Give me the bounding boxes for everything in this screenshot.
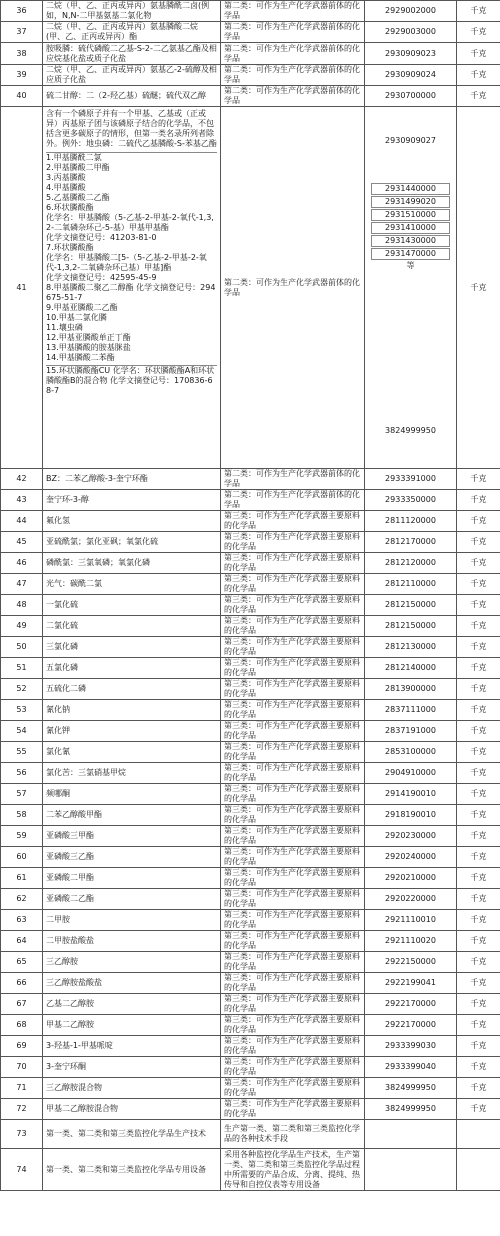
name-cell: BZ：二苯乙醇酸-3-奎宁环酯 xyxy=(43,469,221,490)
last-code: 3824999950 xyxy=(385,426,436,435)
subitem: 4.甲基膦酸 xyxy=(46,183,86,192)
code-cell: 2920230000 xyxy=(365,826,457,847)
unit-cell: 千克 xyxy=(457,616,500,637)
table-row xyxy=(1,847,500,868)
code-cell: 2929003000 xyxy=(365,22,457,43)
table-row xyxy=(1,574,500,595)
name-cell: 二氯化硫 xyxy=(43,616,221,637)
unit-cell: 千克 xyxy=(457,1036,500,1057)
unit-cell: 千克 xyxy=(457,574,500,595)
unit-cell: 千克 xyxy=(457,1,500,22)
row-number: 51 xyxy=(1,658,43,679)
category-cell: 第三类：可作为生产化学武器主要原料的化学品 xyxy=(221,889,365,910)
row-number: 73 xyxy=(1,1120,43,1149)
table-row xyxy=(1,469,500,490)
category-cell: 第三类：可作为生产化学武器主要原料的化学品 xyxy=(221,805,365,826)
row-number: 58 xyxy=(1,805,43,826)
category-cell: 第三类：可作为生产化学武器主要原料的化学品 xyxy=(221,1078,365,1099)
category-cell: 第二类：可作为生产化学武器前体的化学品 xyxy=(221,490,365,511)
row-number: 55 xyxy=(1,742,43,763)
name-cell: 甲基二乙醇胺 xyxy=(43,1015,221,1036)
table-row xyxy=(1,952,500,973)
table-row xyxy=(1,1,500,22)
unit-cell: 千克 xyxy=(457,679,500,700)
category-cell: 第三类：可作为生产化学武器主要原料的化学品 xyxy=(221,637,365,658)
unit-cell: 千克 xyxy=(457,469,500,490)
row-number: 49 xyxy=(1,616,43,637)
row-number: 65 xyxy=(1,952,43,973)
subitem: 14.甲基膦酸二苯酯 xyxy=(46,353,115,362)
category-cell: 第二类：可作为生产化学武器前体的化学品 xyxy=(221,22,365,43)
row-number: 42 xyxy=(1,469,43,490)
name-cell: 3-羟基-1-甲基哌啶 xyxy=(43,1036,221,1057)
name-cell: 亚磷酸二乙酯 xyxy=(43,889,221,910)
name-cell: 五硫化二磷 xyxy=(43,679,221,700)
row-number: 60 xyxy=(1,847,43,868)
name-cell: 硫二甘醇：二（2-羟乙基）硫醚；硫代双乙醇 xyxy=(43,86,221,107)
table-row xyxy=(1,107,500,469)
row-number: 68 xyxy=(1,1015,43,1036)
spacer xyxy=(365,271,456,425)
table-row xyxy=(1,826,500,847)
code-cell: 2933399040 xyxy=(365,1057,457,1078)
table-row xyxy=(1,805,500,826)
subitem: 5.乙基膦酸二乙酯 xyxy=(46,193,110,202)
code-cell: 2853100000 xyxy=(365,742,457,763)
table-row xyxy=(1,490,500,511)
name-cell: 乙基二乙醇胺 xyxy=(43,994,221,1015)
name-cell: 二甲胺盐酸盐 xyxy=(43,931,221,952)
subitem: 12.甲基亚膦酸单正丁酯 xyxy=(46,333,131,342)
subitem: 化学文摘登记号：42595-45-9 xyxy=(46,273,157,282)
unit-cell: 千克 xyxy=(457,700,500,721)
name-cell: 三乙醇胺混合物 xyxy=(43,1078,221,1099)
row-number: 63 xyxy=(1,910,43,931)
name-cell: 氯化苦：三氯硝基甲烷 xyxy=(43,763,221,784)
category-cell: 第三类：可作为生产化学武器主要原料的化学品 xyxy=(221,742,365,763)
unit-cell: 千克 xyxy=(457,742,500,763)
unit-cell: 千克 xyxy=(457,763,500,784)
subitem: 10.甲基二氯化膦 xyxy=(46,313,107,322)
unit-cell: 千克 xyxy=(457,490,500,511)
table-row xyxy=(1,595,500,616)
item-code: 2931470000 xyxy=(371,248,450,260)
code-cell: 2812150000 xyxy=(365,616,457,637)
unit-cell xyxy=(457,1120,500,1149)
category-cell: 第二类：可作为生产化学武器前体的化学品 xyxy=(221,107,365,469)
unit-cell: 千克 xyxy=(457,910,500,931)
table-row xyxy=(1,637,500,658)
code-cell: 2812130000 xyxy=(365,637,457,658)
table-row xyxy=(1,532,500,553)
unit-cell: 千克 xyxy=(457,553,500,574)
name-cell: 氰化钠 xyxy=(43,700,221,721)
code-cell: 2813900000 xyxy=(365,679,457,700)
subitem: 11.壤虫磷 xyxy=(46,323,83,332)
code-cell: 2920240000 xyxy=(365,847,457,868)
subitem: 1.甲基膦酰二氯 xyxy=(46,153,102,162)
row-number: 62 xyxy=(1,889,43,910)
row-number: 39 xyxy=(1,65,43,86)
subitem-list xyxy=(46,152,217,363)
category-cell: 第三类：可作为生产化学武器主要原料的化学品 xyxy=(221,553,365,574)
unit-cell: 千克 xyxy=(457,65,500,86)
unit-cell: 千克 xyxy=(457,1057,500,1078)
code-cell: 2812110000 xyxy=(365,574,457,595)
table-row xyxy=(1,1036,500,1057)
code-cell: 2922150000 xyxy=(365,952,457,973)
category-cell: 第三类：可作为生产化学武器主要原料的化学品 xyxy=(221,952,365,973)
item-code: 2931499020 xyxy=(371,196,450,208)
unit-cell: 千克 xyxy=(457,784,500,805)
unit-cell: 千克 xyxy=(457,805,500,826)
row-number: 40 xyxy=(1,86,43,107)
name-cell: 亚磷酸三乙酯 xyxy=(43,847,221,868)
name-cell: 二烷（甲、乙、正丙或异丙）氨基膦酰二卤(例如，N,N-二甲基氨基二氯化物 xyxy=(43,1,221,22)
item-code: 2931430000 xyxy=(371,235,450,247)
unit-cell: 千克 xyxy=(457,931,500,952)
category-cell: 第三类：可作为生产化学武器主要原料的化学品 xyxy=(221,994,365,1015)
code-cell: 2933391000 xyxy=(365,469,457,490)
table-row xyxy=(1,868,500,889)
code-cell: 2812150000 xyxy=(365,595,457,616)
name-cell: 第一类、第二类和第三类监控化学品专用设备 xyxy=(43,1149,221,1191)
category-cell: 第三类：可作为生产化学武器主要原料的化学品 xyxy=(221,532,365,553)
code-cell: 2930700000 xyxy=(365,86,457,107)
category-cell: 第三类：可作为生产化学武器主要原料的化学品 xyxy=(221,784,365,805)
subitem: 9.甲基亚膦酸二乙酯 xyxy=(46,303,118,312)
row-number: 45 xyxy=(1,532,43,553)
table-row xyxy=(1,889,500,910)
code-cell: 2921110010 xyxy=(365,910,457,931)
unit-cell: 千克 xyxy=(457,511,500,532)
unit-cell: 千克 xyxy=(457,826,500,847)
row-number: 54 xyxy=(1,721,43,742)
subitem: 6.环状膦酸酯 xyxy=(46,203,94,212)
row-number: 67 xyxy=(1,994,43,1015)
category-cell: 第三类：可作为生产化学武器主要原料的化学品 xyxy=(221,826,365,847)
table-row xyxy=(1,22,500,43)
table-row xyxy=(1,658,500,679)
row-number: 46 xyxy=(1,553,43,574)
row-number: 50 xyxy=(1,637,43,658)
code-cell: 2812120000 xyxy=(365,553,457,574)
unit-cell: 千克 xyxy=(457,889,500,910)
code-cell: 2921110020 xyxy=(365,931,457,952)
table-row xyxy=(1,1015,500,1036)
table-row xyxy=(1,1120,500,1149)
table-row xyxy=(1,511,500,532)
unit-cell: 千克 xyxy=(457,721,500,742)
name-cell: 亚磷酸三甲酯 xyxy=(43,826,221,847)
code-cell: 2904910000 xyxy=(365,763,457,784)
subitem: 8.甲基膦酸二聚乙二醇酯 化学文摘登记号：294675-51-7 xyxy=(46,283,216,302)
code-cell: 2920210000 xyxy=(365,868,457,889)
code-cell: 2837111000 xyxy=(365,700,457,721)
category-cell: 第三类：可作为生产化学武器主要原料的化学品 xyxy=(221,931,365,952)
unit-cell: 千克 xyxy=(457,22,500,43)
category-cell: 第三类：可作为生产化学武器主要原料的化学品 xyxy=(221,679,365,700)
table-row xyxy=(1,1057,500,1078)
row-number: 70 xyxy=(1,1057,43,1078)
code-cell: 2918190010 xyxy=(365,805,457,826)
category-cell: 采用各种监控化学品生产技术，生产第一类、第二类和第三类监控化学品过程中所需要的产品合成、分离、提纯、热传导和自控仪表等专用设备 xyxy=(221,1149,365,1191)
name-cell xyxy=(43,107,221,469)
name-cell: 三乙醇胺盐酸盐 xyxy=(43,973,221,994)
code-cell: 2837191000 xyxy=(365,721,457,742)
table-row xyxy=(1,86,500,107)
table-row xyxy=(1,43,500,65)
unit-cell: 千克 xyxy=(457,595,500,616)
code-cell: 3824999950 xyxy=(365,1099,457,1120)
table-row xyxy=(1,65,500,86)
unit-cell: 千克 xyxy=(457,43,500,65)
subitem-last: 15.环状膦酸酯CU 化学名：环状膦酸酯A和环状膦酸酯B的混合物 化学文摘登记号：170836-68-7 xyxy=(46,365,217,396)
category-cell: 第三类：可作为生产化学武器主要原料的化学品 xyxy=(221,763,365,784)
category-cell: 第三类：可作为生产化学武器主要原料的化学品 xyxy=(221,868,365,889)
unit-cell: 千克 xyxy=(457,658,500,679)
category-cell: 第三类：可作为生产化学武器主要原料的化学品 xyxy=(221,700,365,721)
row-number: 57 xyxy=(1,784,43,805)
name-cell: 三乙醇胺 xyxy=(43,952,221,973)
item-code: 2931410000 xyxy=(371,222,450,234)
unit-cell: 千克 xyxy=(457,532,500,553)
table-row xyxy=(1,973,500,994)
name-cell: 三氯化磷 xyxy=(43,637,221,658)
name-cell: 二烷（甲、乙、正丙或异丙）氨基膦酸二烷(甲、乙、正丙或异丙）酯 xyxy=(43,22,221,43)
intro-text: 含有一个磷原子并有一个甲基、乙基或（正或异）丙基原子团与该磷原子结合的化学品，不包括含更多碳原子的情形，但第一类名录所列者除外。例外：地虫磷：二硫代乙基膦酸-S-苯基乙酯 xyxy=(46,109,217,148)
category-cell: 第二类：可作为生产化学武器前体的化学品 xyxy=(221,1,365,22)
name-cell: 奎宁环-3-醇 xyxy=(43,490,221,511)
table-row xyxy=(1,616,500,637)
table-row xyxy=(1,721,500,742)
code-cell: 2929002000 xyxy=(365,1,457,22)
code-cell xyxy=(365,1149,457,1191)
code-cell xyxy=(365,1120,457,1149)
category-cell: 第三类：可作为生产化学武器主要原料的化学品 xyxy=(221,1015,365,1036)
category-cell: 生产第一类、第二类和第三类监控化学品的各种技术手段 xyxy=(221,1120,365,1149)
subitem: 化学名：甲基膦酸二[5-（5-乙基-2-甲基-2-氧代-1,3,2-二氧磷杂环己基）甲基]酯 xyxy=(46,253,207,272)
code-cell: 2930909023 xyxy=(365,43,457,65)
item-code: 2931440000 xyxy=(371,183,450,195)
subitem: 化学文摘登记号：41203-81-0 xyxy=(46,233,157,242)
code-cell: 2920220000 xyxy=(365,889,457,910)
name-cell: 甲基二乙醇胺混合物 xyxy=(43,1099,221,1120)
category-cell: 第二类：可作为生产化学武器前体的化学品 xyxy=(221,469,365,490)
name-cell: 一氯化硫 xyxy=(43,595,221,616)
row-number: 64 xyxy=(1,931,43,952)
row-number: 52 xyxy=(1,679,43,700)
subitem: 3.丙基膦酸 xyxy=(46,173,86,182)
name-cell: 亚磷酸二甲酯 xyxy=(43,868,221,889)
name-cell: 二烷（甲、乙、正丙或异丙）氨基乙-2-硫醇及相应质子化盐 xyxy=(43,65,221,86)
category-cell: 第三类：可作为生产化学武器主要原料的化学品 xyxy=(221,616,365,637)
table-row xyxy=(1,931,500,952)
table-body xyxy=(1,1,500,1191)
category-cell: 第三类：可作为生产化学武器主要原料的化学品 xyxy=(221,847,365,868)
row-number: 47 xyxy=(1,574,43,595)
table-row xyxy=(1,742,500,763)
table-row xyxy=(1,700,500,721)
category-cell: 第三类：可作为生产化学武器主要原料的化学品 xyxy=(221,511,365,532)
code-cell: 2933350000 xyxy=(365,490,457,511)
unit-cell: 千克 xyxy=(457,994,500,1015)
code-cell: 2811120000 xyxy=(365,511,457,532)
name-cell: 光气：碳酰二氯 xyxy=(43,574,221,595)
unit-cell: 千克 xyxy=(457,1015,500,1036)
row-number: 66 xyxy=(1,973,43,994)
item-code: 等 xyxy=(406,261,415,270)
row-number: 72 xyxy=(1,1099,43,1120)
subitem: 7.环状膦酸酯 xyxy=(46,243,94,252)
table-row xyxy=(1,553,500,574)
subitem: 2.甲基膦酸二甲酯 xyxy=(46,163,110,172)
row-number: 43 xyxy=(1,490,43,511)
category-cell: 第三类：可作为生产化学武器主要原料的化学品 xyxy=(221,1099,365,1120)
category-cell: 第二类：可作为生产化学武器前体的化学品 xyxy=(221,43,365,65)
unit-cell: 千克 xyxy=(457,847,500,868)
unit-cell: 千克 xyxy=(457,973,500,994)
unit-cell: 千克 xyxy=(457,637,500,658)
code-cell: 2914190010 xyxy=(365,784,457,805)
category-cell: 第三类：可作为生产化学武器主要原料的化学品 xyxy=(221,1036,365,1057)
category-cell: 第二类：可作为生产化学武器前体的化学品 xyxy=(221,86,365,107)
category-cell: 第二类：可作为生产化学武器前体的化学品 xyxy=(221,65,365,86)
code-cell: 2922199041 xyxy=(365,973,457,994)
code-cell: 2930909024 xyxy=(365,65,457,86)
unit-cell: 千克 xyxy=(457,1078,500,1099)
row-number: 69 xyxy=(1,1036,43,1057)
name-cell: 二苯乙醇酸甲酯 xyxy=(43,805,221,826)
unit-cell: 千克 xyxy=(457,86,500,107)
code-cell: 2922170000 xyxy=(365,1015,457,1036)
table-row xyxy=(1,763,500,784)
name-cell: 二甲胺 xyxy=(43,910,221,931)
code-cell: 3824999950 xyxy=(365,1078,457,1099)
name-cell: 氯化氰 xyxy=(43,742,221,763)
unit-cell: 千克 xyxy=(457,952,500,973)
unit-cell: 千克 xyxy=(457,868,500,889)
row-number: 56 xyxy=(1,763,43,784)
code-cell: 2812170000 xyxy=(365,532,457,553)
row-number: 61 xyxy=(1,868,43,889)
code-cell: 2812140000 xyxy=(365,658,457,679)
name-cell: 亚硫酰氯；氯化亚砜；氧氯化硫 xyxy=(43,532,221,553)
row-number: 38 xyxy=(1,43,43,65)
row-number: 53 xyxy=(1,700,43,721)
row-number: 59 xyxy=(1,826,43,847)
row-number: 37 xyxy=(1,22,43,43)
category-cell: 第三类：可作为生产化学武器主要原料的化学品 xyxy=(221,721,365,742)
name-cell: 胺吸膦：硫代磷酸二乙基-S-2-二乙氨基乙酯及相应烷基化盐或质子化盐 xyxy=(43,43,221,65)
name-cell: 五氯化磷 xyxy=(43,658,221,679)
name-cell: 磷酰氯：三氯氧磷；氧氯化磷 xyxy=(43,553,221,574)
code-cell: 2922170000 xyxy=(365,994,457,1015)
name-cell: 氟化氢 xyxy=(43,511,221,532)
table-row xyxy=(1,994,500,1015)
intro-code: 2930909027 xyxy=(385,136,436,145)
table-row xyxy=(1,1149,500,1191)
row-number: 48 xyxy=(1,595,43,616)
table-row xyxy=(1,784,500,805)
name-cell: 频哪酮 xyxy=(43,784,221,805)
row-number: 71 xyxy=(1,1078,43,1099)
category-cell: 第三类：可作为生产化学武器主要原料的化学品 xyxy=(221,973,365,994)
table-row xyxy=(1,910,500,931)
table-row xyxy=(1,679,500,700)
table-row xyxy=(1,1099,500,1120)
unit-cell: 千克 xyxy=(457,1099,500,1120)
row-number: 36 xyxy=(1,1,43,22)
code-cell xyxy=(365,107,457,469)
name-cell: 第一类、第二类和第三类监控化学品生产技术 xyxy=(43,1120,221,1149)
spacer xyxy=(365,146,456,182)
code-cell: 2933399030 xyxy=(365,1036,457,1057)
category-cell: 第三类：可作为生产化学武器主要原料的化学品 xyxy=(221,595,365,616)
table-row xyxy=(1,1078,500,1099)
category-cell: 第三类：可作为生产化学武器主要原料的化学品 xyxy=(221,910,365,931)
name-cell: 氰化钾 xyxy=(43,721,221,742)
row-number: 44 xyxy=(1,511,43,532)
category-cell: 第三类：可作为生产化学武器主要原料的化学品 xyxy=(221,1057,365,1078)
unit-cell: 千克 xyxy=(457,107,500,469)
category-cell: 第三类：可作为生产化学武器主要原料的化学品 xyxy=(221,574,365,595)
row-number: 74 xyxy=(1,1149,43,1191)
name-cell: 3-奎宁环酮 xyxy=(43,1057,221,1078)
unit-cell xyxy=(457,1149,500,1191)
subitem: 化学名：甲基膦酸（5-乙基-2-甲基-2-氧代-1,3,2-二氧磷杂环己-5-基）甲基甲基酯 xyxy=(46,213,214,232)
subitem: 13.甲基膦酸的胺基脒盐 xyxy=(46,343,131,352)
category-cell: 第三类：可作为生产化学武器主要原料的化学品 xyxy=(221,658,365,679)
item-code: 2931510000 xyxy=(371,209,450,221)
row-number: 41 xyxy=(1,107,43,469)
